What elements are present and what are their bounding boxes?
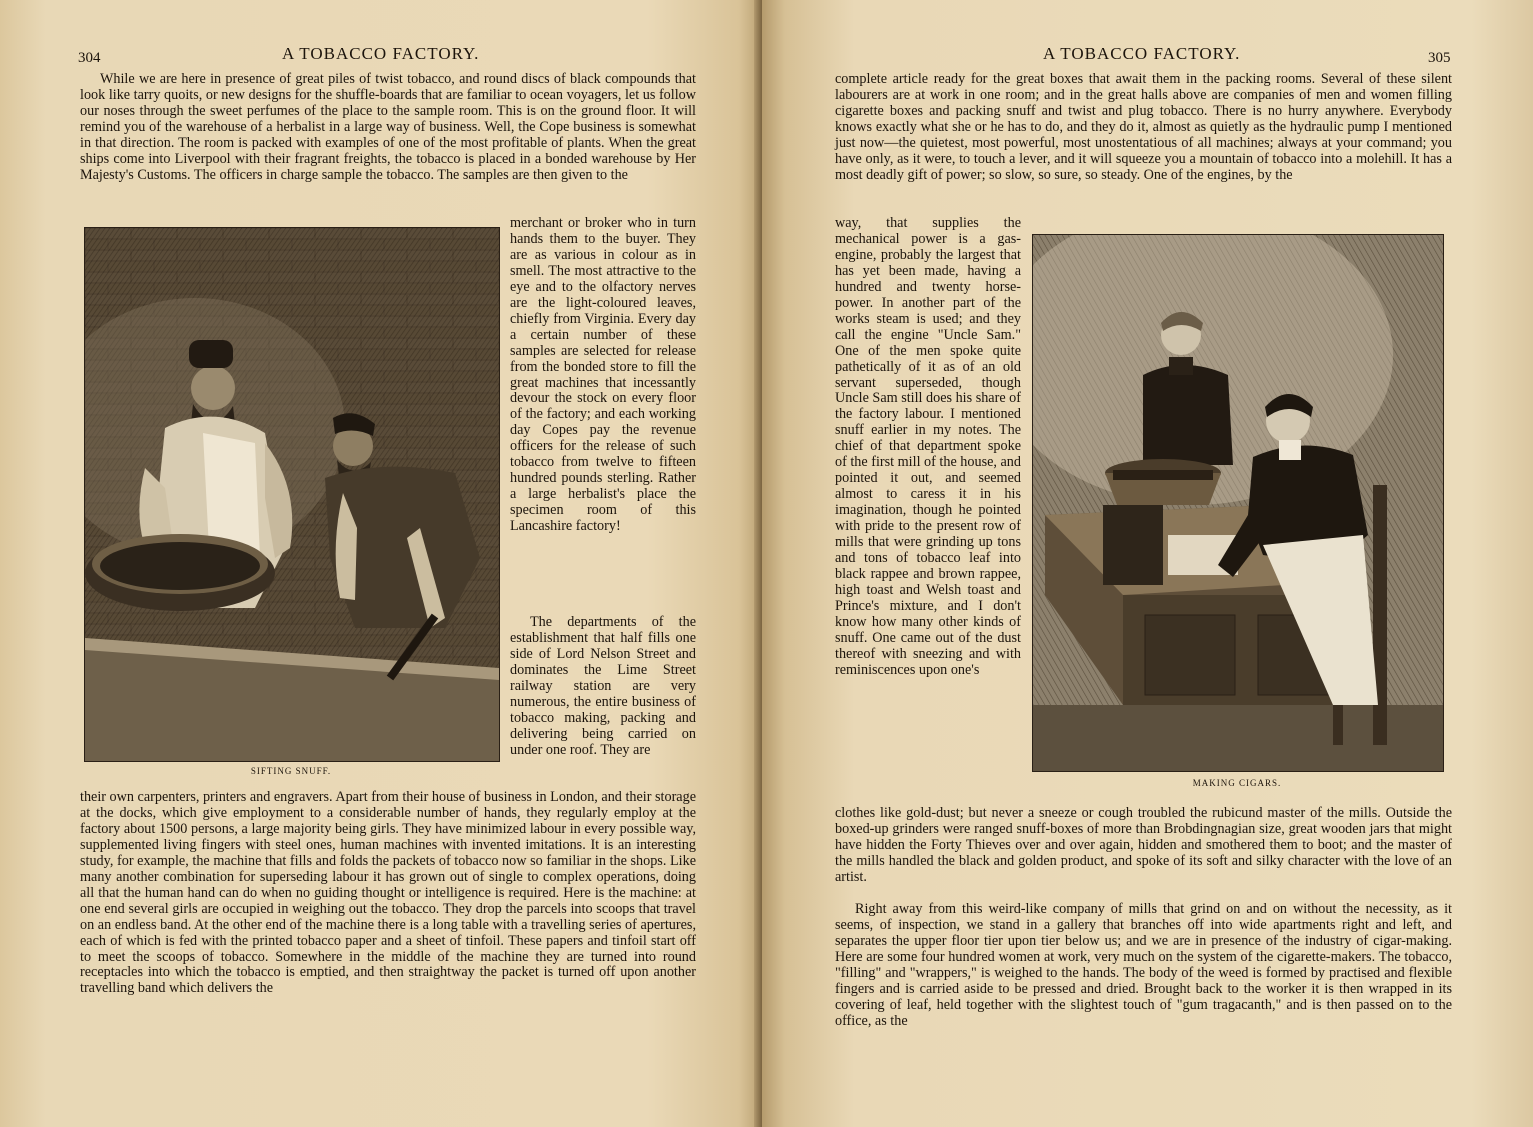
paragraph-bottom: Right away from this weird-like company of mills that grind on and on without the necessity, as it seems, of inspection, we stand in a gallery that branches off into wide apartments right and left, and separates the upper floor tier upon tier below us; and we are in presence of the industry of cigar-making. Here are some four hundred women at work, very much on the system of the cigarette-makers. The tobacco, "filling" and "wrappers," is weighed to the hands. The body of the weed is formed by practised and flexible fingers and is carried aside to be pressed and dried. Brought back to the worker it is then wrapped in its covering of leaf, held together with the slightest touch of "gum tragacanth," and is then passed on to the office, as the bbox=[835, 901, 1452, 1029]
left-page bbox=[0, 0, 762, 1127]
running-head: A TOBACCO FACTORY. bbox=[282, 44, 480, 63]
page-number: 304 bbox=[78, 50, 101, 66]
paragraph-bottom: their own carpenters, printers and engravers. Apart from their house of business in London, and their storage at the docks, which give employment to a considerable number of hands, they regularly employ at the factory about 1500 persons, a large majority being girls. They have minimized labour in every possible way, supplemented living fingers with steel ones, human machines with invented imitations. It is an interesting study, for example, the machine that fills and folds the packets of tobacco now so familiar in the shops. Like many another combination for superseding labour it has grown out of single to complex operations, doing all that the human hand can do when no guiding thought or intelligence is required. Here is the machine: at one end several girls are occupied in weighing out the tobacco. They drop the parcels into scoops that travel on an endless band. At the other end of the machine there is a long table with a travelling series of apertures, each of which is fed with the printed tobacco paper and a sheet of tinfoil. These papers and tinfoil start off to meet the scoops of tobacco. Somewhere in the middle of the machine they are turned into round receptacles into which the tobacco is emptied, and then straightway the packet is turned off upon another travelling band which delivers the bbox=[80, 789, 696, 997]
column-text-2: The departments of the establishment that half fills one side of Lord Nelson Street and dominates the Lime Street railway station are very numerous, the entire business of tobacco making, packing and delivering being carried on under one roof. They are bbox=[510, 614, 696, 758]
paragraph-top: complete article ready for the great boxes that await them in the packing rooms. Several of these silent labourers are at work in one room; and in the great halls above are companies of men and women filling cigarette boxes and packing snuff and twist and plug tobacco. There is no hurry anywhere. Everybody knows exactly what she or he has to do, and they do it, almost as quietly as the hydraulic pump I mentioned just now—the quietest, most powerful, most unostentatious of all machines; always at your command; you have only, as it were, to touch a lever, and it will squeeze you a mountain of tobacco into a molehill. It has a most deadly gift of power; so slow, so sure, so steady. One of the engines, by the bbox=[835, 71, 1452, 183]
figure-sifting-snuff bbox=[84, 227, 500, 762]
paragraph-continued: clothes like gold-dust; but never a sneeze or cough troubled the rubicund master of the mills. Outside the boxed-up grinders were ranged snuff-boxes of more than Brobdingnagian size, great wooden jars that might have hidden the Forty Thieves over and over again, hidden and smothered them to boot; and the master of the mills handled the black and golden product, and spoke of its soft and silky character with the love of an artist. bbox=[835, 805, 1452, 885]
sifting-snuff-engraving bbox=[85, 228, 499, 761]
figure-caption: MAKING CIGARS. bbox=[1192, 778, 1282, 788]
paragraph-top: While we are here in presence of great piles of twist tobacco, and round discs of black compounds that look like tarry quoits, or new designs for the shuffle-boards that are familiar to ocean voyagers, let us follow our noses through the sweet perfumes of the place to the sample room. This is on the ground floor. It will remind you of the warehouse of a herbalist in a large way of business. Well, the Cope business is somewhat in that direction. The room is packed with examples of one of the most profitable of plants. When the great ships come into Liverpool with their fragrant freights, the tobacco is placed in a bonded warehouse by Her Majesty's Customs. The officers in charge sample the tobacco. The samples are then given to the bbox=[80, 71, 696, 183]
figure-making-cigars bbox=[1032, 234, 1444, 772]
making-cigars-engraving bbox=[1033, 235, 1443, 771]
figure-caption: SIFTING SNUFF. bbox=[250, 766, 332, 776]
right-page bbox=[762, 0, 1533, 1127]
column-text: merchant or broker who in turn hands them to the buyer. They are as various in colour as in smell. The most attractive to the eye and to the olfactory nerves are the light-coloured leaves, chiefly from Virginia. Every day a certain number of these samples are selected for release from the bonded store to fill the great machines that incessantly devour the stock on every floor of the factory; and each working day Copes pay the revenue officers for the release of such tobacco from twelve to fifteen hundred pounds sterling. Rather a large herbalist's place the specimen room of this Lancashire factory! bbox=[510, 215, 696, 535]
column-text: way, that supplies the mechanical power is a gas-engine, probably the largest that has yet been made, having a hundred and twenty horse-power. In another part of the works steam is used; and they call the engine "Uncle Sam." One of the men spoke quite pathetically of it as of an old servant superseded, though Uncle Sam still does his share of the factory labour. I mentioned snuff earlier in my notes. The chief of that department spoke of the first mill of the house, and pointed it out, and seemed almost to caress it in his imagination, though he pointed with pride to the present row of mills that were grinding up tons and tons of tobacco leaf into black rappee and brown rappee, high toast and Welsh toast and Prince's mixture, and I don't know how many other kinds of snuff. One came out of the dust thereof with sneezing and with reminiscences upon one's bbox=[835, 215, 1021, 678]
running-head: A TOBACCO FACTORY. bbox=[1043, 44, 1241, 63]
page-number: 305 bbox=[1428, 50, 1451, 66]
